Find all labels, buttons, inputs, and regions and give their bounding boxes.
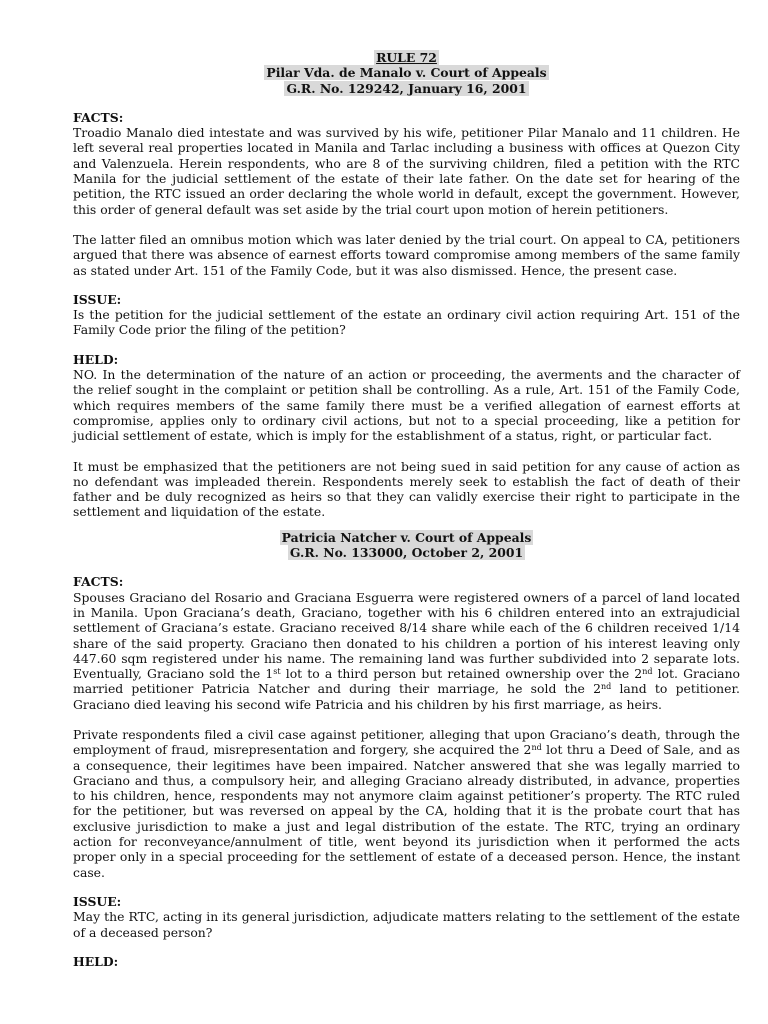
- case1-facts-paragraph-2: The latter filed an omnibus motion which was later denied by the trial court. On appeal to CA, petitioners argued that there was absence of earnest efforts toward compromise among members of the same family as stated under Art. 151 of the Family Code, but it was also dismissed. Hence, the present case.: [73, 231, 740, 278]
- case1-held-label: HELD:: [73, 351, 119, 367]
- case1-held-paragraph-1: NO. In the determination of the nature of an action or proceeding, the averments and the character of the relief sought in the complaint or petition shall be controlling. As a rule, Art. 151 of the Family Code, which requires members of the same family there must be a verified allegation of earnest efforts at compromise, applies only to ordinary civil actions, but not to a special proceeding, like a petition for judicial settlement of estate, which is imply for the establishment of a status, right, or particular fact.: [73, 367, 740, 444]
- case2-held-label: HELD:: [73, 953, 119, 969]
- case1-gr-number: G.R. No. 129242, January 16, 2001: [286, 80, 527, 96]
- rule-title: RULE 72: [376, 50, 437, 65]
- case2-facts-label: FACTS:: [73, 574, 124, 590]
- case2-title: Patricia Natcher v. Court of Appeals: [281, 529, 532, 545]
- case1-heading: [73, 50, 740, 96]
- case1-facts-label: FACTS:: [73, 109, 124, 125]
- case2-gr-number: G.R. No. 133000, October 2, 2001: [289, 545, 524, 561]
- case2-heading: [73, 530, 740, 561]
- case1-title: Pilar Vda. de Manalo v. Court of Appeals: [266, 65, 547, 81]
- case1-issue-text: Is the petition for the judicial settlement of the estate an ordinary civil action requiring Art. 151 of the Family Code prior the filing of the petition?: [73, 307, 740, 338]
- case2-issue-label: ISSUE:: [73, 893, 122, 909]
- case2-facts-paragraph-2: Private respondents filed a civil case against petitioner, alleging that upon Graciano’s death, through the employment of fraud, misrepresentation and forgery, she acquired the 2nd lot thru a Deed of Sale, and as a consequence, their legitimes have been impaired. Natcher answered that she was legally married to Graciano and thus, a compulsory heir, and alleging Graciano already distributed, in advance, properties to his children, hence, respondents may not anymore claim against petitioner’s property. The RTC ruled for the petitioner, but was reversed on appeal by the CA, holding that it is the probate court that has exclusive jurisdiction to make a just and legal distribution of the estate. The RTC, trying an ordinary action for reconveyance/annulment of title, went beyond its jurisdiction when it performed the acts proper only in a special proceeding for the settlement of estate of a deceased person. Hence, the instant case.: [73, 726, 740, 880]
- case1-issue-label: ISSUE:: [73, 291, 122, 307]
- case2-facts-paragraph-1: Spouses Graciano del Rosario and Graciana Esguerra were registered owners of a parcel of land located in Manila. Upon Graciana’s death, Graciano, together with his 6 children entered into an extrajudicial settlement of Graciana’s estate. Graciano received 8/14 share while each of the 6 children received 1/14 share of the said property. Graciano then donated to his children a portion of his interest leaving only 447.60 sqm registered under his name. The remaining land was further subdivided into 2 separate lots. Eventually, Graciano sold the 1st lot to a third person but retained ownership over the 2nd lot. Graciano married petitioner Patricia Natcher and during their marriage, he sold the 2nd land to petitioner. Graciano died leaving his second wife Patricia and his children by his first marriage, as heirs.: [73, 589, 741, 712]
- case1-facts-paragraph-1: Troadio Manalo died intestate and was survived by his wife, petitioner Pilar Manalo and 11 children. He left several real properties located in Manila and Tarlac including a business with offices at Quezon City and Valenzuela. Herein respondents, who are 8 of the surviving children, filed a petition with the RTC Manila for the judicial settlement of the estate of their late father. On the date set for hearing of the petition, the RTC issued an order declaring the whole world in default, except the government. However, this order of general default was set aside by the trial court upon motion of herein petitioners.: [73, 125, 740, 217]
- case1-held-paragraph-2: It must be emphasized that the petitioners are not being sued in said petition for any cause of action as no defendant was impleaded therein. Respondents merely seek to establish the fact of death of their father and be duly recognized as heirs so that they can validly exercise their right to participate in the settlement and liquidation of the estate.: [73, 458, 740, 520]
- case2-issue-text: May the RTC, acting in its general jurisdiction, adjudicate matters relating to the settlement of the estate of a deceased person?: [73, 909, 740, 940]
